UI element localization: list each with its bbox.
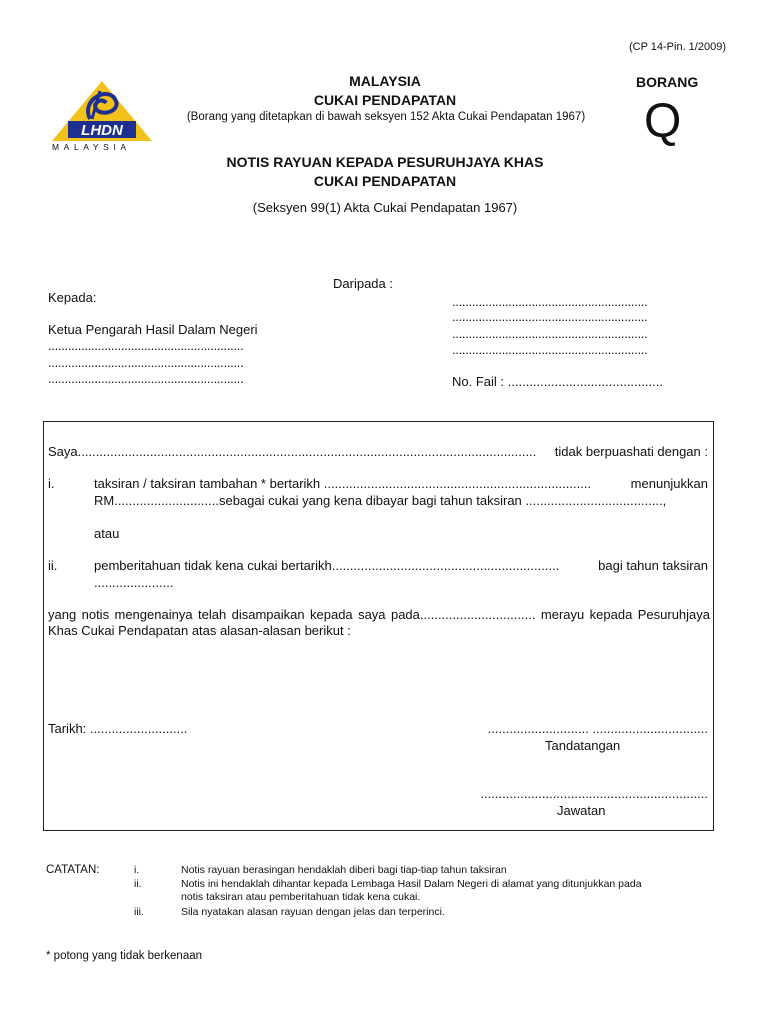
signature-line[interactable]: ............................ ................................ (487, 721, 708, 736)
notes-label: CATATAN: (46, 864, 100, 876)
saya-suffix: tidak berpuashati dengan : (554, 444, 708, 459)
item-ii-line1[interactable]: pemberitahuan tidak kena cukai bertarikh............................................................... (94, 558, 560, 573)
note-text-continued: notis taksiran atau pemberitahuan tidak kena cukai. (181, 891, 421, 903)
item-ii-number: ii. (48, 558, 58, 573)
note-text: Notis ini hendaklah dihantar kepada Lembaga Hasil Dalam Negeri di alamat yang ditunjukkan pada (181, 878, 642, 890)
saya-name-field[interactable] (48, 444, 536, 460)
daripada-line-3[interactable]: ........................................................... (452, 326, 648, 341)
logo-caption: MALAYSIA (52, 142, 131, 152)
form-section-reference: (Seksyen 99(1) Akta Cukai Pendapatan 1967) (252, 200, 518, 215)
item-ii-line2[interactable]: ...................... (94, 575, 174, 590)
form-letter: Q (644, 95, 682, 148)
logo-text: LHDN (81, 122, 123, 139)
item-i-line1-end: menunjukkan (630, 476, 708, 491)
appeal-statement: yang notis mengenainya telah disampaikan kepada saya pada................................ merayu kepada Pesuruhjaya Khas Cukai Pendapatan atas alasan-alasan berikut : (48, 607, 710, 638)
position-line[interactable]: ............................................................... (480, 786, 708, 801)
form-title-line2: CUKAI PENDAPATAN (313, 173, 457, 189)
header-subtitle: (Borang yang ditetapkan di bawah seksyen 152 Akta Cukai Pendapatan 1967) (186, 111, 586, 123)
form-reference-code: (CP 14-Pin. 1/2009) (628, 41, 726, 53)
signature-label: Tandatangan (545, 738, 621, 753)
header-tax: CUKAI PENDAPATAN (313, 92, 457, 108)
date-field[interactable]: Tarikh: ........................... (48, 721, 188, 736)
file-number-field[interactable]: No. Fail : ........................................... (452, 374, 663, 389)
note-text: Notis rayuan berasingan hendaklah diberi bagi tiap-tiap tahun taksiran (181, 864, 507, 876)
item-i-number: i. (48, 476, 55, 491)
kepada-line-3[interactable]: ........................................................... (48, 371, 244, 386)
note-number: iii. (134, 906, 144, 918)
daripada-line-1[interactable]: ........................................................... (452, 294, 648, 309)
saya-dots: ........................ (449, 444, 537, 459)
kepada-line-2[interactable]: ........................................................... (48, 355, 244, 370)
saya-prefix: Saya....................................................................................................... (48, 444, 450, 459)
footnote: * potong yang tidak berkenaan (46, 950, 203, 962)
lhdn-logo-icon (50, 79, 154, 143)
kepada-line-1[interactable]: ........................................................... (48, 338, 244, 353)
atau-text: atau (94, 526, 120, 541)
note-number: i. (134, 864, 140, 876)
item-i-line1[interactable]: taksiran / taksiran tambahan * bertarikh .......................................................................... (94, 476, 592, 491)
form-label: BORANG (636, 74, 699, 90)
daripada-line-2[interactable]: ........................................................... (452, 309, 648, 324)
form-title-line1: NOTIS RAYUAN KEPADA PESURUHJAYA KHAS (226, 154, 544, 170)
kepada-label: Kepada: (48, 290, 97, 305)
header-country: MALAYSIA (349, 73, 421, 89)
daripada-line-4[interactable]: ........................................................... (452, 342, 648, 357)
daripada-label: Daripada : (333, 276, 393, 291)
note-number: ii. (134, 878, 142, 890)
item-ii-line1-end: bagi tahun taksiran (598, 558, 708, 573)
item-i-line2[interactable]: RM.............................sebagai cukai yang kena dibayar bagi tahun taksiran ......................................, (94, 493, 667, 508)
note-text: Sila nyatakan alasan rayuan dengan jelas dan terperinci. (181, 906, 445, 918)
recipient-name: Ketua Pengarah Hasil Dalam Negeri (48, 322, 258, 337)
position-label: Jawatan (557, 803, 606, 818)
